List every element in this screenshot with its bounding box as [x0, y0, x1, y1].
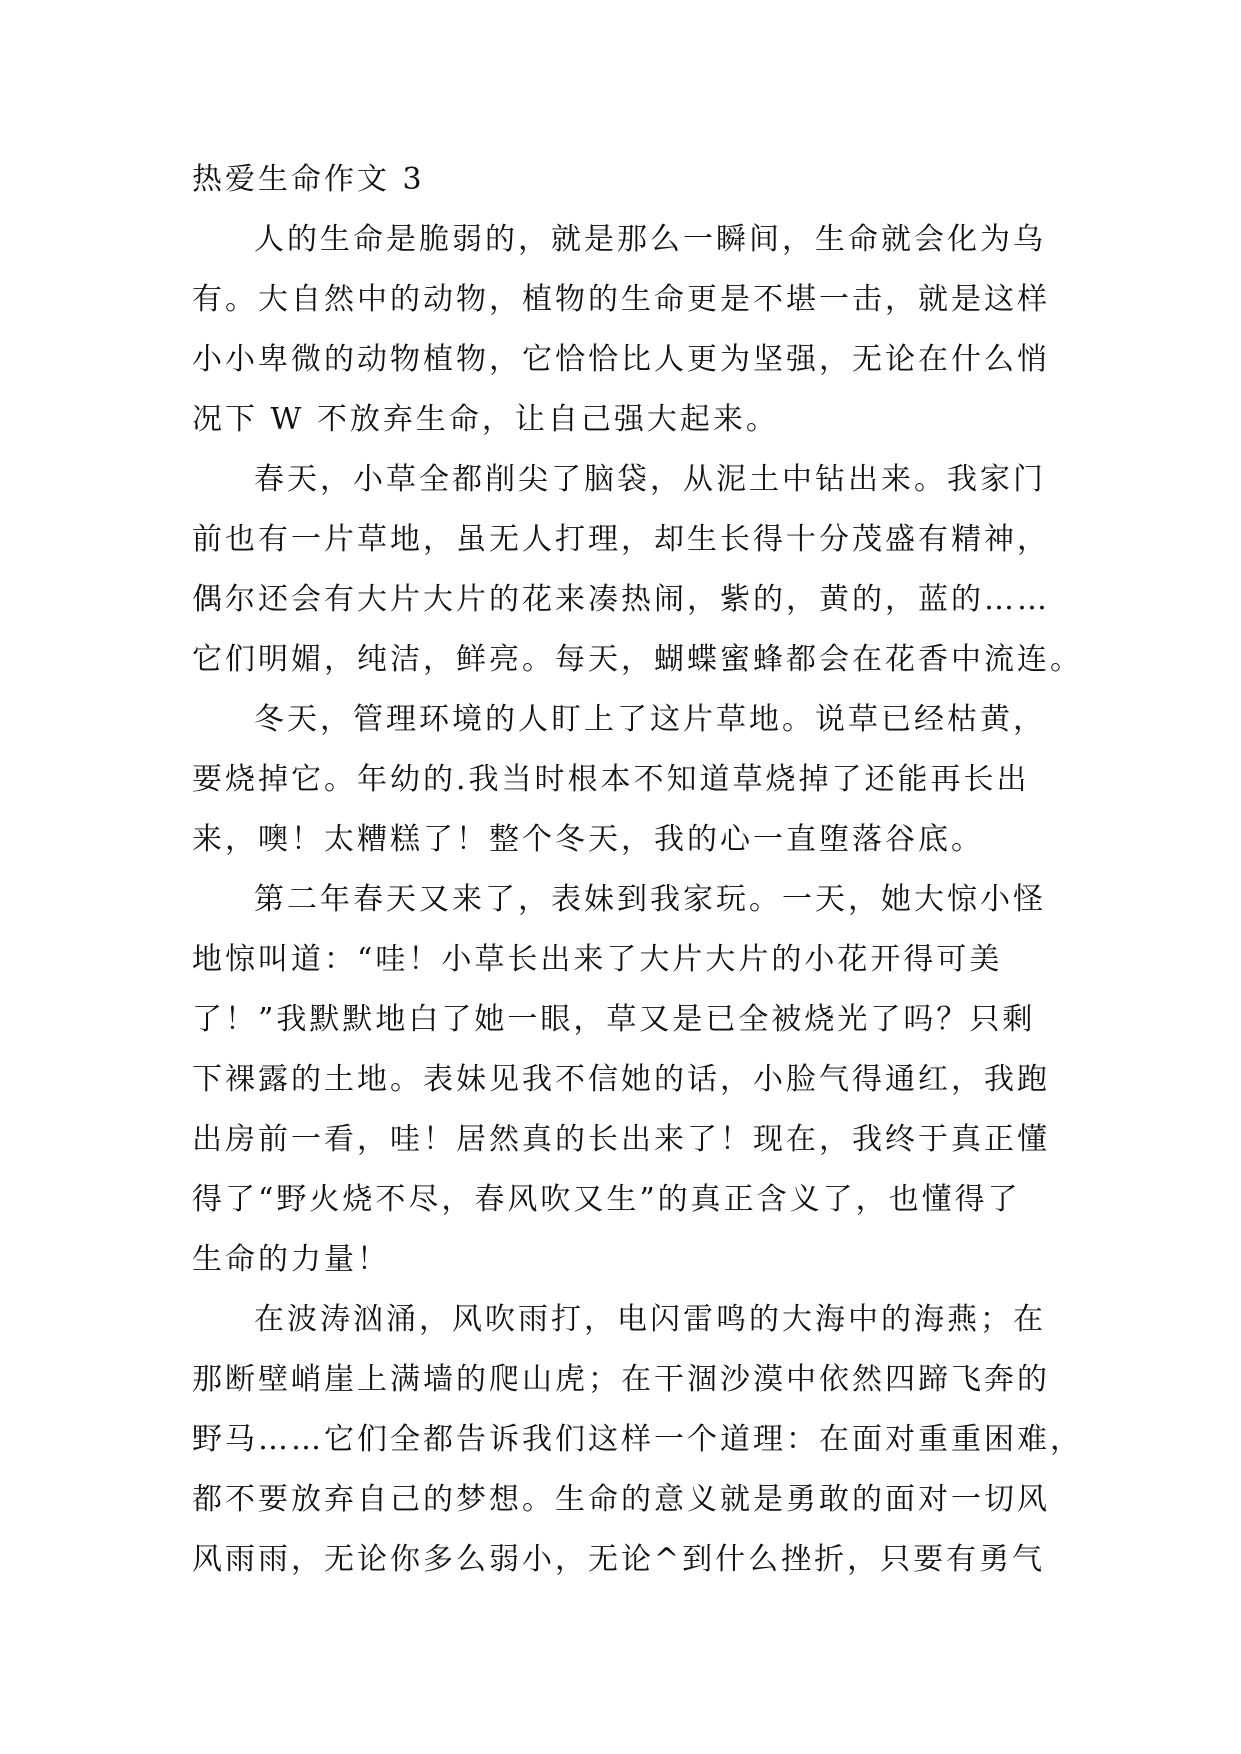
document-title: 热爱生命作文 3: [192, 162, 425, 197]
text-line: 有。大自然中的动物，植物的生命更是不堪一击，就是这样: [192, 282, 1050, 317]
text-line: 生命的力量！: [192, 1242, 390, 1277]
text-line: 出房前一看，哇！居然真的长出来了！现在，我终于真正懂: [192, 1122, 1050, 1157]
text-line: 冬天，管理环境的人盯上了这片草地。说草已经枯黄，: [254, 702, 1046, 737]
text-line: 要烧掉它。年幼的.我当时根本不知道草烧掉了还能再长出: [192, 762, 1030, 797]
text-line: 在波涛汹涌，风吹雨打，电闪雷鸣的大海中的海燕；在: [254, 1302, 1046, 1337]
document-body: [192, 150, 1083, 1590]
text-line: 那断壁峭崖上满墙的爬山虎；在干涸沙漠中依然四蹄飞奔的: [192, 1362, 1050, 1397]
text-line: 来，噢！太糟糕了！整个冬天，我的心一直堕落谷底。: [192, 822, 984, 857]
text-line: 人的生命是脆弱的，就是那么一瞬间，生命就会化为乌: [254, 222, 1046, 257]
text-line: 它们明媚，纯洁，鲜亮。每天，蝴蝶蜜蜂都会在花香中流连。: [192, 642, 1083, 677]
document-text: [192, 210, 1083, 1590]
text-line: 小小卑微的动物植物，它恰恰比人更为坚强，无论在什么悄: [192, 342, 1050, 377]
text-line: 野马……它们全都告诉我们这样一个道理：在面对重重困难，: [192, 1422, 1083, 1457]
text-line: 况下 W 不放弃生命，让自己强大起来。: [192, 402, 779, 437]
text-line: 下裸露的土地。表妹见我不信她的话，小脸气得通红，我跑: [192, 1062, 1050, 1097]
text-line: 得了“野火烧不尽，春风吹又生”的真正含义了，也懂得了: [192, 1182, 1021, 1217]
text-line: 风雨雨，无论你多么弱小，无论^到什么挫折，只要有勇气: [192, 1542, 1046, 1577]
text-line: 前也有一片草地，虽无人打理，却生长得十分茂盛有精神，: [192, 522, 1050, 557]
text-line: 地惊叫道：“哇！小草长出来了大片大片的小花开得可美: [192, 942, 1003, 977]
text-line: 春天，小草全都削尖了脑袋，从泥土中钻出来。我家门: [254, 462, 1046, 497]
text-line: 第二年春天又来了，表妹到我家玩。一天，她大惊小怪: [254, 882, 1046, 917]
text-line: 都不要放弃自己的梦想。生命的意义就是勇敢的面对一切风: [192, 1482, 1050, 1517]
text-line: 了！”我默默地白了她一眼，草又是已全被烧光了吗？只剩: [192, 1002, 1036, 1037]
text-line: 偶尔还会有大片大片的花来凑热闹，紫的，黄的，蓝的……: [192, 582, 1050, 617]
